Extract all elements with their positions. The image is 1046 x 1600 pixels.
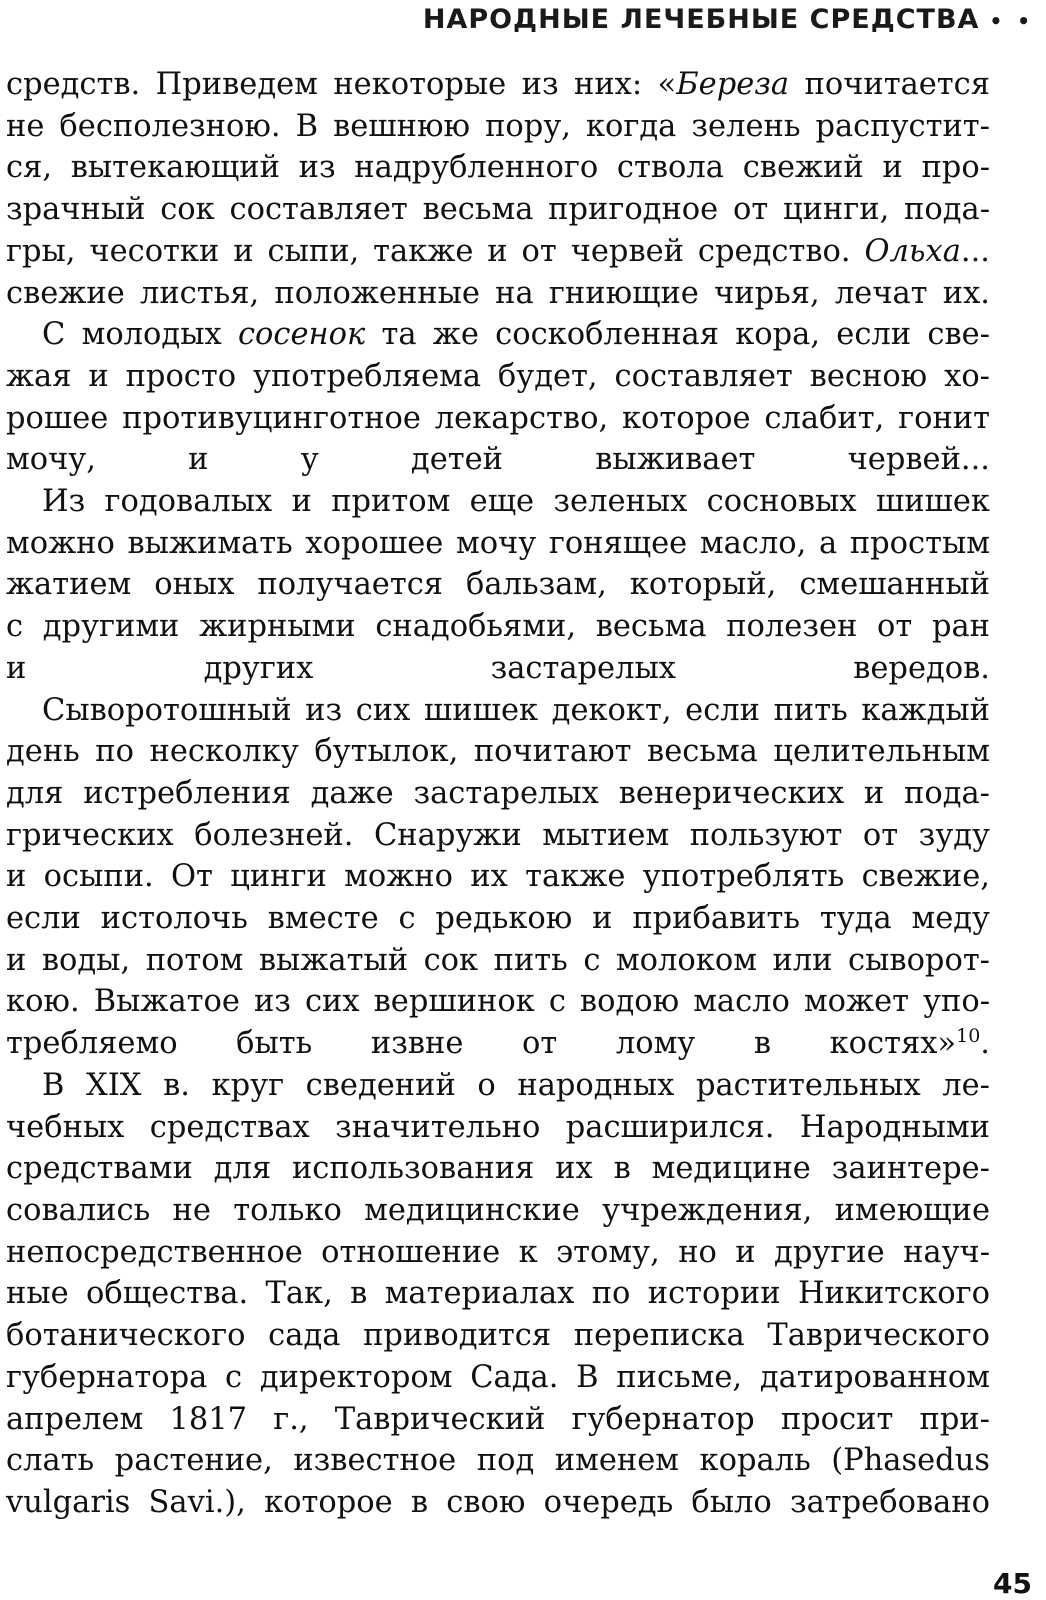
text-line: Сыворотошный из сих шишек декокт, если пить каждый	[42, 692, 990, 728]
italic-term-bereza: Береза	[676, 67, 790, 102]
italic-term-olkha: Ольха	[864, 233, 961, 269]
paragraph-4	[6, 690, 990, 1065]
paragraph-2	[6, 314, 990, 481]
text-line: средств. Приведем некоторые из них: «Береза почитается	[6, 67, 990, 102]
text-line: апрелем 1817 г., Таврический губернатор просит при-	[6, 1401, 990, 1437]
text-line: средствами для использования их в медицине заинтере-	[6, 1151, 990, 1187]
italic-term-sosenok: сосенок	[237, 317, 366, 353]
text-line: и других застарелых вередов.	[6, 650, 990, 686]
text-line: зрачный сок составляет весьма пригодное от цинги, пода-	[6, 192, 990, 228]
text-line: слать растение, известное под именем кораль (Phasedus	[6, 1443, 990, 1479]
header-ornament: • •	[989, 9, 1034, 33]
text-line-content: требляемо быть извне от лому в костях»	[6, 1026, 957, 1062]
text-line: ные общества. Так, в материалах по истории Никитского	[6, 1276, 990, 1312]
text-line: В XIX в. круг сведений о народных растительных ле-	[42, 1067, 990, 1103]
text-line: и осыпи. От цинги можно их также употреблять свежие,	[6, 859, 990, 895]
text-line: чебных средствах значительно расширился. Народными	[6, 1109, 990, 1145]
text-line: жатием оных получается бальзам, который, смешанный	[6, 567, 990, 603]
text-line: не бесполезною. В вешнюю пору, когда зелень распустит-	[6, 108, 990, 144]
text-line: губернатора с директором Сада. В письме, датированном	[6, 1359, 990, 1395]
running-title: НАРОДНЫЕ ЛЕЧЕБНЫЕ СРЕДСТВА	[422, 4, 980, 35]
text-line: для истребления даже застарелых венерических и пода-	[6, 775, 990, 811]
text-line: свежие листья, положенные на гниющие чирья, лечат их.	[6, 275, 990, 311]
footnote-trailing-punct: .	[980, 1026, 990, 1062]
text-line: непосредственное отношение к этому, но и другие науч-	[6, 1234, 990, 1270]
text-line: рошее противуцинготное лекарство, которое слабит, гонит	[6, 400, 990, 436]
text-line: мочу, и у детей выживает червей...	[6, 442, 990, 478]
text-line: ся, вытекающий из надрубленного ствола свежий и про-	[6, 150, 990, 186]
text-line: ботанического сада приводится переписка Таврического	[6, 1318, 990, 1354]
text-line: совались не только медицинские учреждения, имеющие	[6, 1192, 990, 1228]
text-line: С молодых сосенок та же соскобленная кора, если све-	[42, 317, 990, 353]
text-line: грических болезней. Снаружи мытием пользуют от зуду	[6, 817, 990, 853]
text-line: кою. Выжатое из сих вершинок с водою масло может упо-	[6, 984, 990, 1020]
footnote-ref: 10	[956, 1025, 981, 1048]
text-line: гры, чесотки и сыпи, также и от червей средство. Ольха...	[6, 233, 990, 269]
text-line: жая и просто употребляема будет, составляет весною хо-	[6, 358, 990, 394]
running-head	[423, 4, 1034, 35]
text-line: Из годовалых и притом еще зеленых сосновых шишек	[42, 484, 990, 520]
text-line: с другими жирными снадобьями, весьма полезен от ран	[6, 609, 990, 645]
text-line-with-footnote	[6, 1023, 990, 1065]
paragraph-5	[6, 1065, 990, 1524]
text-line: день по несколку бутылок, почитают весьма целительным	[6, 734, 990, 770]
paragraph-3	[6, 481, 990, 690]
text-line: vulgaris Savi.), которое в свою очередь было затребовано	[6, 1484, 990, 1520]
body-text	[6, 64, 990, 1524]
page-number: 45	[993, 1567, 1032, 1600]
text-line: если истолочь вместе с редькою и прибавить туда меду	[6, 901, 990, 937]
paragraph-1	[6, 64, 990, 314]
text-line: и воды, потом выжатый сок пить с молоком или сыворот-	[6, 942, 990, 978]
text-line: можно выжимать хорошее мочу гонящее масло, а простым	[6, 525, 990, 561]
